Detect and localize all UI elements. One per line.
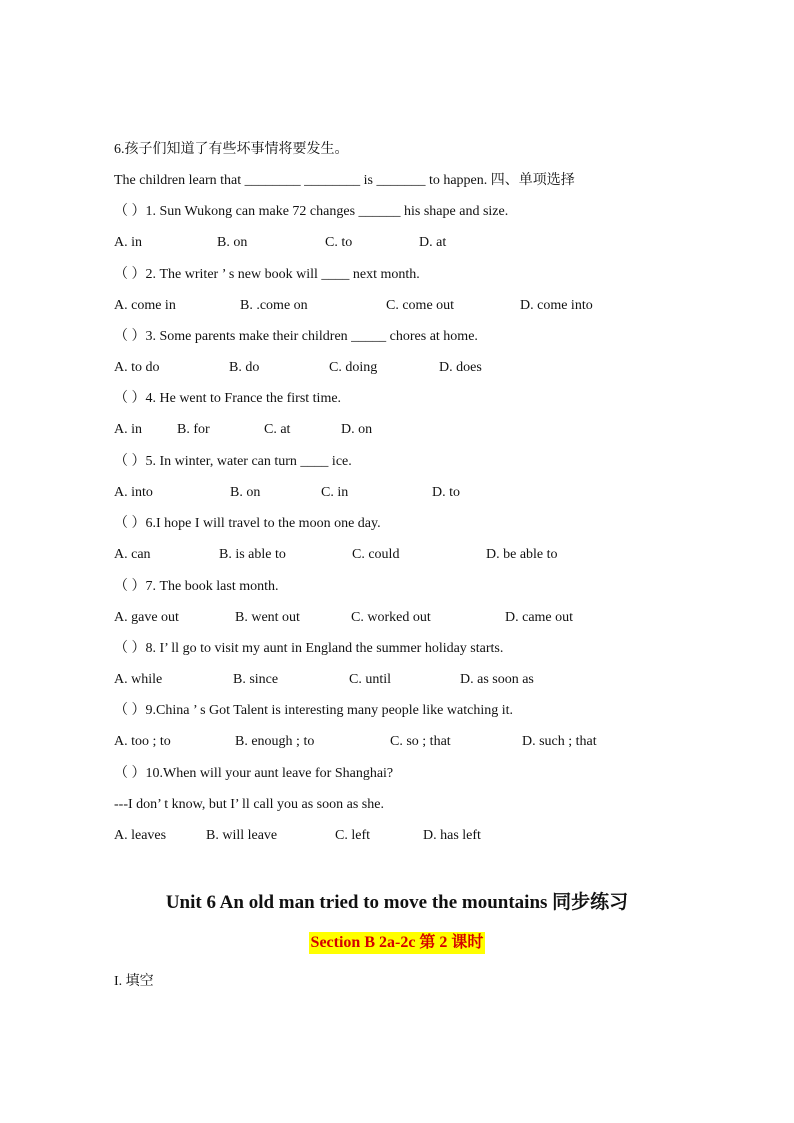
- option-c: C. come out: [386, 298, 455, 313]
- section-label: I. 填空: [114, 974, 154, 989]
- option-c: C. to: [325, 235, 353, 250]
- option-a: A. in: [114, 235, 142, 250]
- question-stem-9: （ ）9.China ’ s Got Talent is interesting many people like watching it.: [114, 703, 513, 718]
- option-c: C. worked out: [351, 610, 431, 625]
- option-a: A. into: [114, 485, 153, 500]
- unit-title: Unit 6 An old man tried to move the mountains 同步练习: [165, 892, 629, 913]
- option-b: B. since: [233, 672, 279, 687]
- option-d: D. on: [341, 422, 373, 437]
- option-c: C. so ; that: [390, 734, 451, 749]
- option-d: D. at: [419, 235, 447, 250]
- q6-chinese-prompt: 6.孩子们知道了有些坏事情将要发生。: [114, 142, 349, 157]
- option-c: C. at: [264, 422, 291, 437]
- section-subtitle: Section B 2a-2c 第 2 课时: [309, 932, 486, 954]
- option-b: B. for: [177, 422, 210, 437]
- option-a: A. too ; to: [114, 734, 171, 749]
- option-a: A. can: [114, 547, 151, 562]
- q6-english-sentence: The children learn that ________ ________ is _______ to happen. 四、单项选择: [114, 173, 575, 188]
- question-stem-7: （ ）7. The book last month.: [114, 579, 279, 594]
- option-b: B. .come on: [240, 298, 308, 313]
- option-a: A. gave out: [114, 610, 179, 625]
- option-d: D. to: [432, 485, 460, 500]
- question-stem-5: （ ）5. In winter, water can turn ____ ice.: [114, 454, 352, 469]
- option-d: D. came out: [505, 610, 574, 625]
- option-d: D. as soon as: [460, 672, 534, 687]
- option-c: C. until: [349, 672, 392, 687]
- option-b: B. went out: [235, 610, 300, 625]
- question-stem-8: （ ）8. I’ ll go to visit my aunt in England the summer holiday starts.: [114, 641, 504, 656]
- option-d: D. does: [439, 360, 482, 375]
- option-d: D. such ; that: [522, 734, 597, 749]
- question-dialogue-10: ---I don’ t know, but I’ ll call you as soon as she.: [114, 797, 384, 812]
- option-c: C. left: [335, 828, 370, 843]
- question-stem-4: （ ）4. He went to France the first time.: [114, 391, 342, 406]
- option-b: B. enough ; to: [235, 734, 315, 749]
- question-stem-1: （ ）1. Sun Wukong can make 72 changes ______ his shape and size.: [114, 204, 509, 219]
- question-stem-2: （ ）2. The writer ’ s new book will ____ next month.: [114, 267, 420, 282]
- option-b: B. do: [229, 360, 260, 375]
- option-a: A. while: [114, 672, 163, 687]
- option-c: C. in: [321, 485, 349, 500]
- option-a: A. in: [114, 422, 142, 437]
- option-b: B. on: [217, 235, 248, 250]
- option-c: C. doing: [329, 360, 378, 375]
- option-d: D. has left: [423, 828, 481, 843]
- option-a: A. leaves: [114, 828, 167, 843]
- option-c: C. could: [352, 547, 400, 562]
- option-a: A. to do: [114, 360, 160, 375]
- option-a: A. come in: [114, 298, 176, 313]
- question-stem-10: （ ）10.When will your aunt leave for Shanghai?: [114, 766, 394, 781]
- option-d: D. be able to: [486, 547, 558, 562]
- option-d: D. come into: [520, 298, 593, 313]
- option-b: B. will leave: [206, 828, 278, 843]
- option-b: B. is able to: [219, 547, 286, 562]
- section-subtitle-wrap: [0, 932, 794, 954]
- question-stem-6: （ ）6.I hope I will travel to the moon one day.: [114, 516, 381, 531]
- question-stem-3: （ ）3. Some parents make their children _____ chores at home.: [114, 329, 478, 344]
- option-b: B. on: [230, 485, 261, 500]
